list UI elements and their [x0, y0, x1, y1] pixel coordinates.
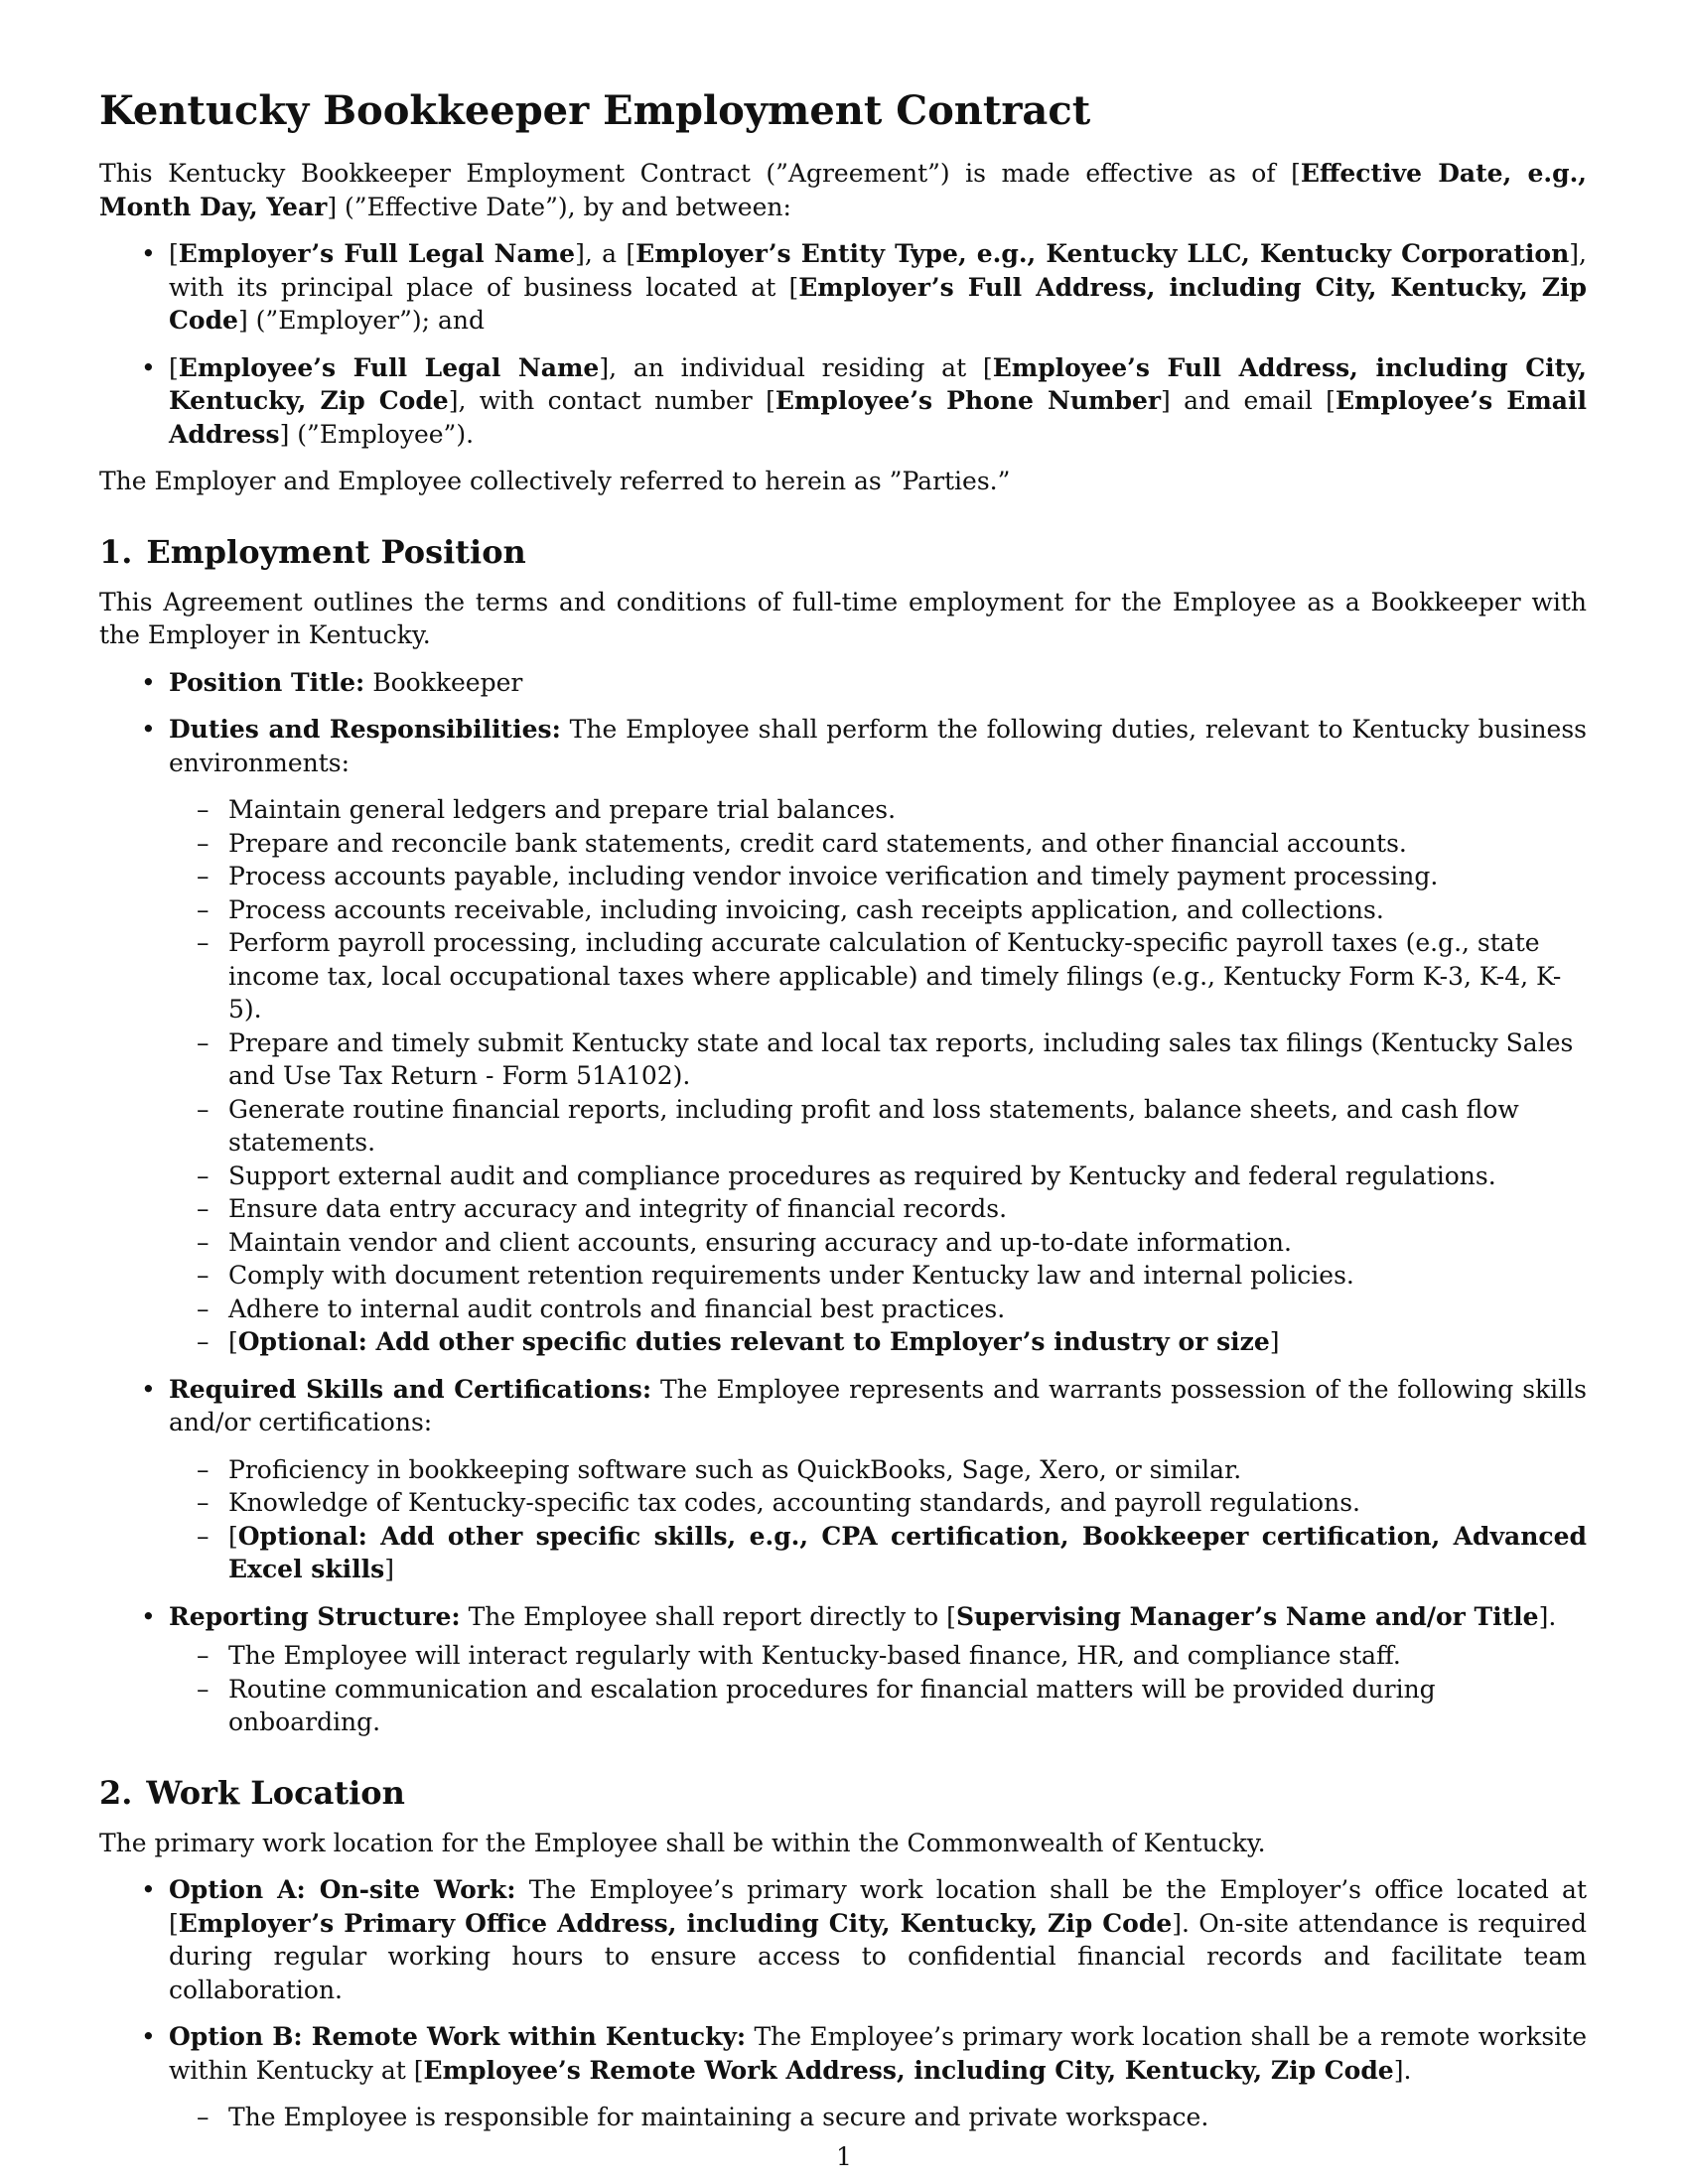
- section-heading-employment-position: [99, 532, 1587, 572]
- reporting-list: [169, 1639, 1587, 1739]
- reporting-subitem: – Routine communication and escalation procedures for financial matters will be provided during onboarding.: [169, 1673, 1587, 1739]
- position-value: Bookkeeper: [364, 667, 523, 697]
- page-number: 1: [836, 2142, 852, 2171]
- collective-paragraph: The Employer and Employee collectively referred to herein as ”Parties.”: [99, 467, 1011, 495]
- position-title-item: [99, 666, 1587, 700]
- skills-item: [99, 1373, 1587, 1586]
- position-label: Position Title:: [169, 667, 365, 697]
- duty-item: – Support external audit and compliance procedures as required by Kentucky and federal regulations.: [169, 1160, 1587, 1193]
- duty-item: – Process accounts payable, including vendor invoice verification and timely payment processing.: [169, 860, 1587, 893]
- intro-paragraph: [99, 157, 1587, 223]
- text: ] and email [: [1161, 386, 1336, 415]
- text: ]: [384, 1555, 395, 1583]
- document-page: [99, 87, 1587, 2148]
- text: ], an individual residing at [: [599, 352, 993, 382]
- document-title: Kentucky Bookkeeper Employment Contract: [99, 87, 1091, 134]
- duty-item: – Process accounts receivable, including invoicing, cash receipts application, and collections.: [169, 893, 1587, 927]
- option-a-item: [99, 1873, 1587, 2006]
- section-number: 1.: [99, 532, 133, 571]
- effective-date-placeholder: Effective Date, e.g., Month Day, Year: [99, 159, 1587, 221]
- text: ] (”Employer”); and: [237, 306, 485, 335]
- text: The Employee’s primary work location shall be a remote worksite within Kentucky at [: [169, 2022, 1587, 2085]
- party-employee: [99, 351, 1587, 452]
- duties-optional-placeholder: Optional: Add other specific duties relevant to Employer’s industry or size: [237, 1327, 1270, 1356]
- skills-optional-list: [169, 1520, 1587, 1586]
- party-employer: [99, 237, 1587, 338]
- section2-list: [99, 1873, 1587, 2134]
- option-b-label: Option B: Remote Work within Kentucky:: [169, 2022, 747, 2051]
- section-heading-work-location: [99, 1773, 1587, 1813]
- duties-optional-list: [169, 1325, 1587, 1359]
- employee-name-placeholder: Employee’s Full Legal Name: [178, 352, 600, 382]
- text: [: [169, 239, 179, 268]
- text: ], with its principal place of business located at [: [169, 239, 1587, 302]
- text: ].: [1538, 1601, 1557, 1631]
- intro-text: This Kentucky Bookkeeper Employment Contract (”Agreement”) is made effective as of [: [99, 159, 1301, 188]
- text: [: [228, 1521, 238, 1551]
- duties-optional-item: [169, 1325, 1587, 1359]
- duty-item: – Adhere to internal audit controls and financial best practices.: [169, 1293, 1587, 1326]
- section2-intro: The primary work location for the Employee shall be within the Commonwealth of Kentucky.: [99, 1828, 1266, 1857]
- supervisor-placeholder: Supervising Manager’s Name and/or Title: [955, 1601, 1539, 1631]
- parties-list: [99, 237, 1587, 451]
- skills-text: The Employee represents and warrants possession of the following skills and/or certifications:: [169, 1374, 1587, 1436]
- reporting-subitem: – The Employee will interact regularly with Kentucky-based finance, HR, and compliance staff.: [169, 1639, 1587, 1673]
- text: The Employee’s primary work location shall be the Employer’s office located at [: [169, 1875, 1587, 1938]
- option-b-subitem: – The Employee is responsible for maintaining a secure and private workspace.: [169, 2101, 1587, 2134]
- employer-name-placeholder: Employer’s Full Legal Name: [178, 239, 576, 268]
- option-b-list: [169, 2101, 1587, 2134]
- text: ], with contact number [: [448, 386, 775, 415]
- employer-address-placeholder: Employer’s Full Address, including City, Kentucky, Zip Code: [169, 272, 1588, 335]
- option-b-item: [99, 2020, 1587, 2134]
- skills-optional-item: [169, 1520, 1587, 1586]
- duty-item: – Prepare and timely submit Kentucky state and local tax reports, including sales tax filings (Kentucky Sales and Use Tax Return - Form 51A102).: [169, 1026, 1587, 1093]
- section-number: 2.: [99, 1773, 133, 1812]
- duty-item: – Prepare and reconcile bank statements, credit card statements, and other financial accounts.: [169, 827, 1587, 861]
- remote-address-placeholder: Employee’s Remote Work Address, including City, Kentucky, Zip Code: [423, 2055, 1394, 2085]
- reporting-item: [99, 1600, 1587, 1739]
- employer-entity-placeholder: Employer’s Entity Type, e.g., Kentucky LLC, Kentucky Corporation: [635, 239, 1570, 268]
- employee-email-placeholder: Employee’s Email Address: [169, 386, 1587, 449]
- skill-item: – Knowledge of Kentucky-specific tax codes, accounting standards, and payroll regulations.: [169, 1486, 1587, 1520]
- duty-item: – Comply with document retention requirements under Kentucky law and internal policies.: [169, 1259, 1587, 1293]
- reporting-label: Reporting Structure:: [169, 1601, 461, 1631]
- section1-intro: This Agreement outlines the terms and conditions of full-time employment for the Employee as a Bookkeeper with the Employer in Kentucky.: [99, 587, 1587, 649]
- duty-item: – Maintain general ledgers and prepare trial balances.: [169, 793, 1587, 827]
- text: The Employee shall report directly to [: [460, 1601, 956, 1631]
- skills-list: [169, 1453, 1587, 1520]
- duties-label: Duties and Responsibilities:: [169, 715, 561, 744]
- option-a-label: Option A: On-site Work:: [169, 1875, 516, 1904]
- duty-item: – Perform payroll processing, including accurate calculation of Kentucky-specific payroll taxes (e.g., state income tax, local occupational taxes where applicable) and timely filings (e.g., Kentucky Form K-3, K-4, K-5).: [169, 926, 1587, 1026]
- duties-item: [99, 713, 1587, 1359]
- skills-label: Required Skills and Certifications:: [169, 1374, 652, 1404]
- section-title: Employment Position: [146, 532, 526, 571]
- section1-list: [99, 666, 1587, 1739]
- office-address-placeholder: Employer’s Primary Office Address, including City, Kentucky, Zip Code: [178, 1908, 1173, 1938]
- section-title: Work Location: [146, 1773, 405, 1812]
- employee-address-placeholder: Employee’s Full Address, including City, Kentucky, Zip Code: [169, 352, 1587, 415]
- duty-item: – Maintain vendor and client accounts, ensuring accuracy and up-to-date information.: [169, 1226, 1587, 1260]
- text: ].: [1393, 2055, 1412, 2085]
- duty-item: – Ensure data entry accuracy and integrity of financial records.: [169, 1192, 1587, 1226]
- intro-text: ] (”Effective Date”), by and between:: [327, 192, 791, 221]
- employee-phone-placeholder: Employee’s Phone Number: [774, 386, 1162, 415]
- text: ] (”Employee”).: [279, 419, 475, 449]
- text: ]. On-site attendance is required during regular working hours to ensure access to confidential financial records and facilitate team collaboration.: [169, 1908, 1587, 2004]
- duty-item: – Generate routine financial reports, including profit and loss statements, balance sheets, and cash flow statements.: [169, 1093, 1587, 1160]
- text: [: [228, 1327, 238, 1356]
- duties-list: [169, 793, 1587, 1325]
- skills-optional-placeholder: Optional: Add other specific skills, e.g., CPA certification, Bookkeeper certification, Advanced Excel skills: [228, 1521, 1587, 1583]
- skill-item: – Proficiency in bookkeeping software such as QuickBooks, Sage, Xero, or similar.: [169, 1453, 1587, 1487]
- text: ]: [1269, 1327, 1280, 1356]
- duties-text: The Employee shall perform the following duties, relevant to Kentucky business environments:: [169, 715, 1588, 777]
- text: [: [169, 352, 179, 382]
- text: ], a [: [575, 239, 636, 268]
